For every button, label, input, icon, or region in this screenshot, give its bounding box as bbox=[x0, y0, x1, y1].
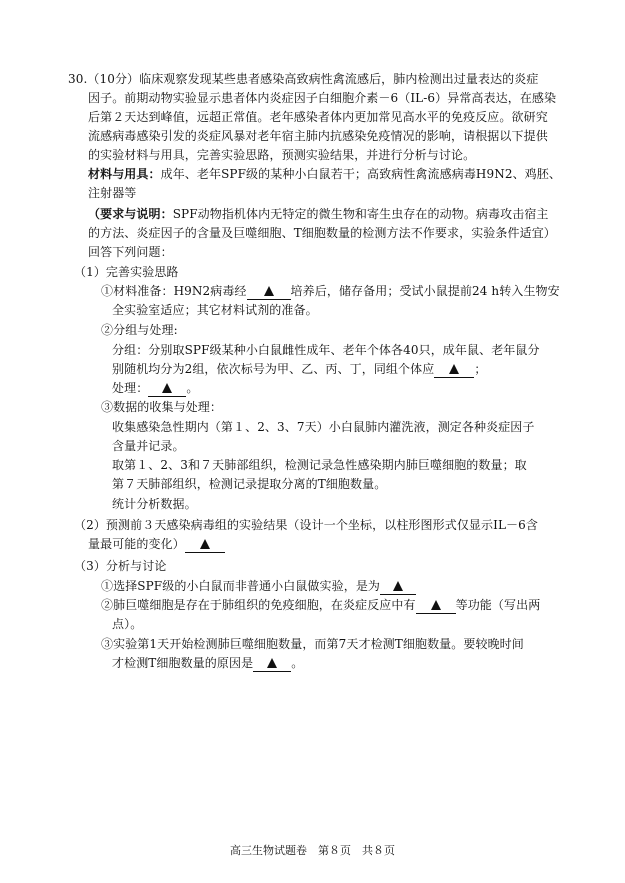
triangle-marker-icon bbox=[393, 581, 403, 591]
triangle-marker-icon bbox=[264, 286, 274, 296]
answer-blank-2[interactable] bbox=[434, 362, 474, 378]
question-intro-line-1: 30.（10分）临床观察发现某些患者感染高致病性禽流感后，肺内检测出过量表达的炎症 bbox=[68, 72, 539, 86]
requirements-line-3: 回答下列问题： bbox=[88, 245, 173, 259]
answer-blank-6[interactable] bbox=[416, 598, 456, 614]
requirements-line-2: 的方法、炎症因子的含量及巨噬细胞、T细胞数量的检测方法不作要求，实验条件适宜） bbox=[88, 226, 556, 240]
part2-line-1: （2）预测前３天感染病毒组的实验结果（设计一个坐标，以柱形图形式仅显示IL－6含 bbox=[74, 518, 538, 532]
part3-q3-line-2: 才检测T细胞数量的原因是 。 bbox=[112, 656, 304, 670]
answer-blank-5[interactable] bbox=[380, 579, 416, 595]
triangle-marker-icon bbox=[449, 364, 459, 374]
step1-line-1: ①材料准备：H9N2病毒经 培养后，储存备用；受试小鼠提前24 h转入生物安 bbox=[101, 284, 560, 298]
step2-group-line-1: 分组：分别取SPF级某种小白鼠雌性成年、老年个体各40只，成年鼠、老年鼠分 bbox=[112, 343, 540, 357]
answer-blank-4[interactable] bbox=[185, 537, 225, 553]
question-intro-line-3: 后第２天达到峰值，远超正常值。老年感染者体内更加常见高水平的免疫反应。欲研究 bbox=[88, 110, 548, 124]
requirements-label: （要求与说明： bbox=[88, 207, 173, 221]
question-number: 30. bbox=[68, 72, 88, 86]
part3-q3-line-1: ③实验第1天开始检测肺巨噬细胞数量，而第7天才检测T细胞数量。要较晚时间 bbox=[101, 637, 524, 651]
part3-q1: ①选择SPF级的小白鼠而非普通小白鼠做实验，是为 bbox=[101, 577, 416, 595]
triangle-marker-icon bbox=[267, 658, 277, 668]
triangle-marker-icon bbox=[162, 383, 172, 393]
question-intro-line-2: 因子。前期动物实验显示患者体内炎症因子白细胞介素－6（IL-6）异常高表达，在感染 bbox=[88, 91, 557, 105]
step3-line-5: 统计分析数据。 bbox=[112, 497, 197, 511]
step2-title: ②分组与处理: bbox=[101, 323, 178, 337]
step1-line-2: 全实验室适应；其它材料试剂的准备。 bbox=[112, 303, 318, 317]
question-intro-line-4: 流感病毒感染引发的炎症风暴对老年宿主肺内抗感染免疫情况的影响，请根据以下提供 bbox=[88, 129, 548, 143]
step3-title: ③数据的收集与处理： bbox=[101, 400, 223, 414]
part3-heading: （3）分析与讨论 bbox=[74, 559, 167, 573]
step3-line-2: 含量并记录。 bbox=[112, 439, 185, 453]
part1-heading: （1）完善实验思路 bbox=[74, 265, 179, 279]
step2-treat: 处理： 。 bbox=[112, 381, 199, 395]
step3-line-3: 取第１、2、3和７天肺部组织，检测记录急性感染期内肺巨噬细胞的数量；取 bbox=[112, 458, 527, 472]
step3-line-1: 收集感染急性期内（第１、2、3、7天）小白鼠肺内灌洗液，测定各种炎症因子 bbox=[112, 420, 535, 434]
triangle-marker-icon bbox=[200, 539, 210, 549]
answer-blank-3[interactable] bbox=[148, 381, 186, 397]
materials-line-1: 材料与用具：成年、老年SPF级的某种小白鼠若干；高致病性禽流感病毒H9N2、鸡胚、 bbox=[88, 167, 561, 181]
requirements-line-1: （要求与说明：SPF动物指机体内无特定的微生物和寄生虫存在的动物。病毒攻击宿主 bbox=[88, 207, 549, 221]
question-points: （10分） bbox=[87, 72, 140, 86]
triangle-marker-icon bbox=[431, 600, 441, 610]
step3-line-4: 第７天肺部组织，检测记录提取分离的T细胞数量。 bbox=[112, 477, 387, 491]
question-intro-line-5: 的实验材料与用具，完善实验思路，预测实验结果，并进行分析与讨论。 bbox=[88, 148, 476, 162]
answer-blank-1[interactable] bbox=[247, 284, 291, 300]
step2-group-line-2: 别随机均分为2组，依次标号为甲、乙、丙、丁，同组个体应 ； bbox=[112, 362, 487, 376]
part3-q2-line-2: 点）。 bbox=[112, 617, 143, 631]
materials-line-2: 注射器等 bbox=[88, 186, 137, 200]
page-footer: 高三生物试题卷 第８页 共８页 bbox=[230, 844, 395, 857]
materials-label: 材料与用具： bbox=[88, 167, 161, 181]
part2-line-2: 量最可能的变化） bbox=[88, 535, 225, 553]
part3-q2-line-1: ②肺巨噬细胞是存在于肺组织的免疫细胞，在炎症反应中有 等功能（写出两 bbox=[101, 598, 541, 612]
answer-blank-7[interactable] bbox=[253, 656, 291, 672]
